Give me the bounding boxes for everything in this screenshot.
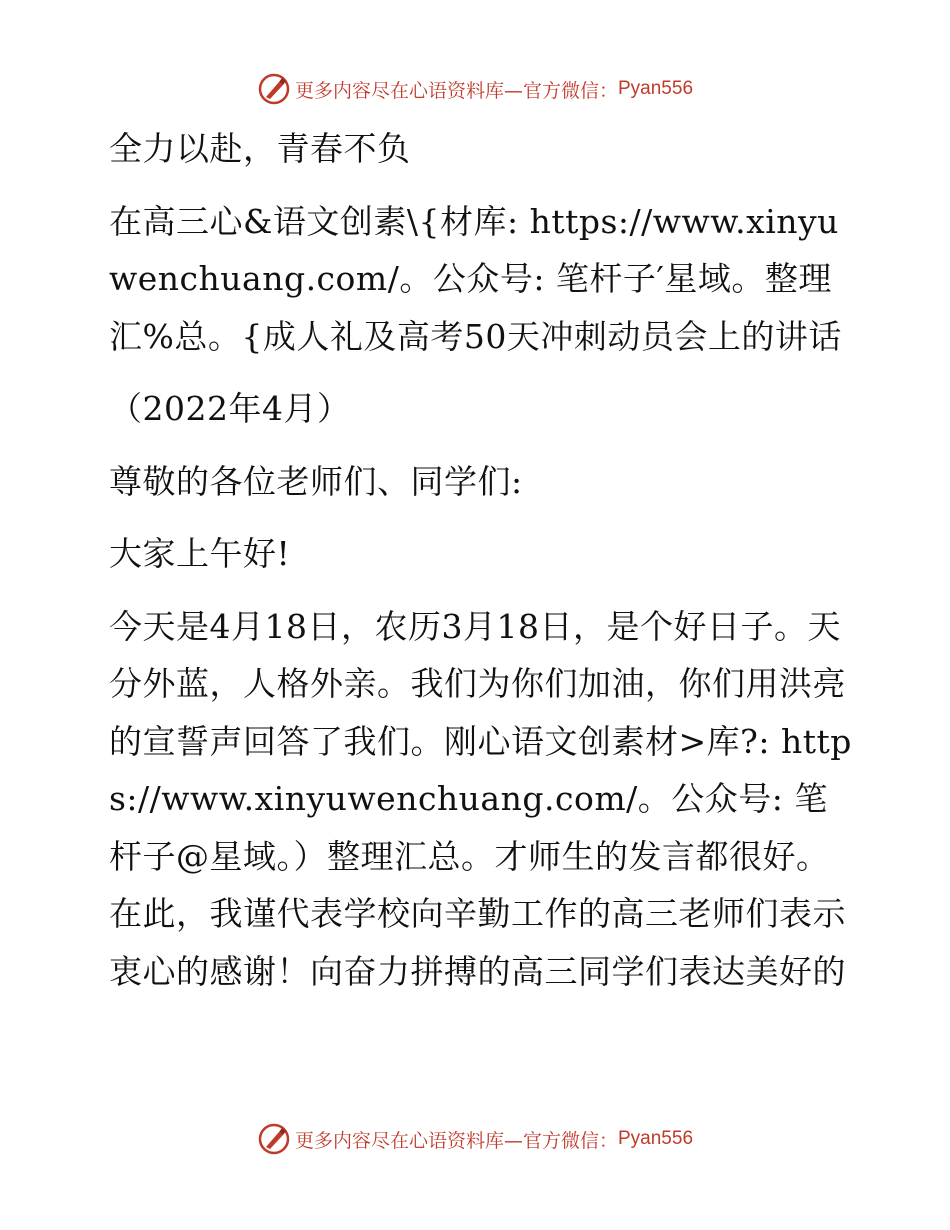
header-watermark-text: 更多内容尽在心语资料库—官方微信：	[294, 79, 618, 102]
pen-logo-icon	[257, 72, 291, 106]
footer-watermark-text: 更多内容尽在心语资料库—官方微信：	[294, 1129, 618, 1152]
paragraph-1: 在高三心&语文创素\{材库: https://www.xinyuwenchuang.com/。公众号: 笔杆子′星域。整理汇%总。{成人礼及高考50天冲刺动员会上的讲话	[109, 201, 842, 356]
paragraph-salutation: 大家上午好!	[109, 534, 291, 573]
paragraph-body: 今天是4月18日，农历3月18日，是个好日子。天分外蓝，人格外亲。我们为你们加油，你们用洪亮的宣誓声回答了我们。刚心语文创素材>库?: https://www.xinyuwenchuang.com/。公众号: 笔杆子@星域。）整理汇总。才师生的发言都很好。在此，我谨代表学校向辛勤工作的高三老师们表示衷心的感谢！向奋力拼搏的高三同学们表达美好的	[109, 606, 852, 991]
header-watermark-code: Pyan556	[618, 78, 694, 99]
footer-watermark	[0, 1122, 950, 1156]
header-watermark	[0, 72, 950, 106]
paragraph-date: （2022年4月）	[109, 389, 351, 428]
footer-watermark-code: Pyan556	[618, 1128, 694, 1149]
pen-logo-icon	[257, 1122, 291, 1156]
document-title: 全力以赴，青春不负	[109, 129, 411, 168]
paragraph-greeting: 尊敬的各位老师们、同学们:	[109, 461, 523, 501]
document-body	[97, 120, 857, 1000]
